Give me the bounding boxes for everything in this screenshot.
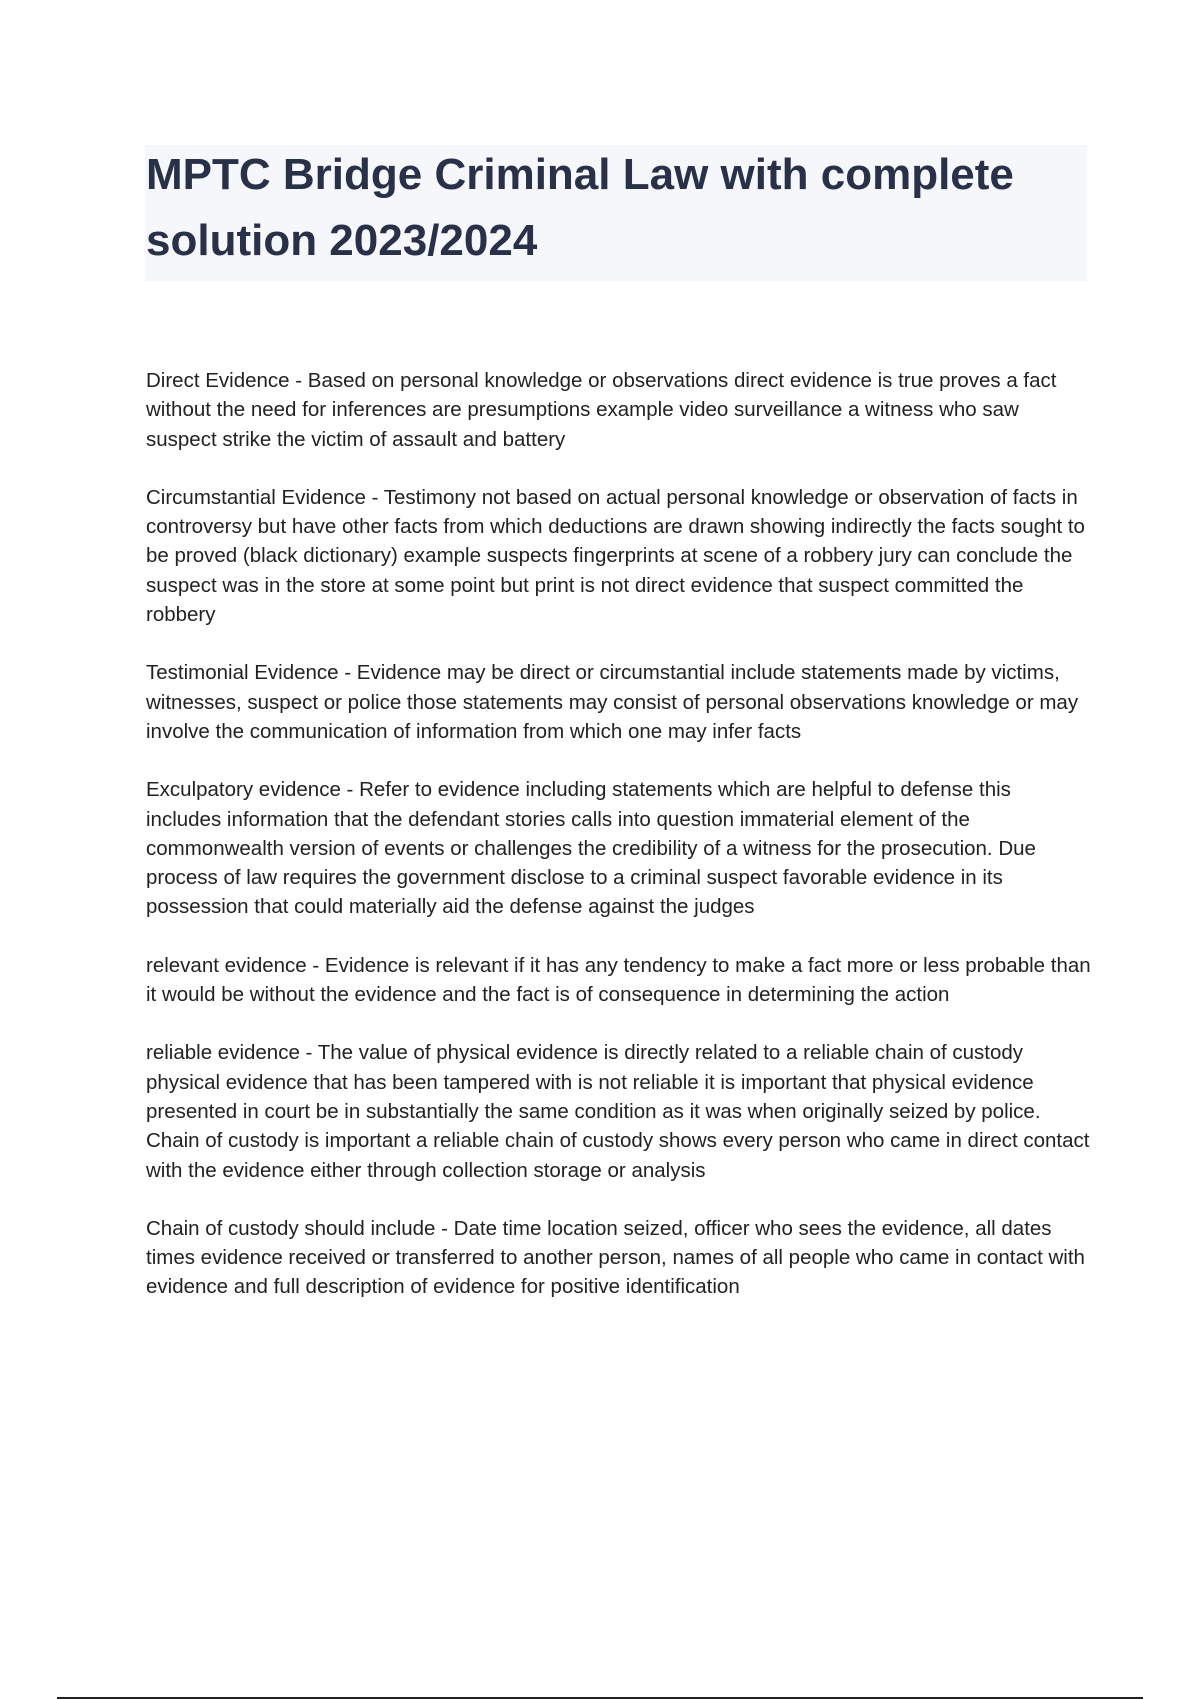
document-title: MPTC Bridge Criminal Law with complete solution 2023/2024 <box>146 150 1014 265</box>
entry-chain-of-custody: Chain of custody should include - Date time location seized, officer who sees the evidence, all dates times evidence received or transferred to another person, names of all people who came in contact with evidence and full description of evidence for positive identification <box>146 1216 1085 1299</box>
footer-divider <box>57 1697 1143 1699</box>
entry-exculpatory-evidence: Exculpatory evidence - Refer to evidence including statements which are helpful to defense this includes information that the defendant stories calls into question immaterial element of the commonwealth version of events or challenges the credibility of a witness for the prosecution. Due process of law requires the government disclose to a criminal suspect favorable evidence in its possession that could materially aid the defense against the judges <box>146 778 1036 919</box>
entry-direct-evidence: Direct Evidence - Based on personal knowledge or observations direct evidence is true proves a fact without the need for inferences are presumptions example video surveillance a witness who saw suspect strike the victim of assault and battery <box>146 369 1057 451</box>
entry-testimonial-evidence: Testimonial Evidence - Evidence may be direct or circumstantial include statements made by victims, witnesses, suspect or police those statements may consist of personal observations knowledge or may involve the communication of information from which one may infer facts <box>146 661 1079 743</box>
entry-circumstantial-evidence: Circumstantial Evidence - Testimony not based on actual personal knowledge or observation of facts in controversy but have other facts from which deductions are drawn showing indirectly the facts sought to be proved (black dictionary) example suspects fingerprints at scene of a robbery jury can conclude the suspect was in the store at some point but print is not direct evidence that suspect committed the robbery <box>146 485 1085 627</box>
entry-reliable-evidence: reliable evidence - The value of physical evidence is directly related to a reliable chain of custody physical evidence that has been tampered with is not reliable it is important that physical evidence presented in court be in substantially the same condition as it was when originally seized by police. Chain of custody is important a reliable chain of custody shows every person who came in direct contact with the evidence either through collection storage or analysis <box>146 1041 1090 1182</box>
entry-relevant-evidence: relevant evidence - Evidence is relevant if it has any tendency to make a fact more or less probable than it would be without the evidence and the fact is of consequence in determining the action <box>146 953 1091 1007</box>
document-content <box>146 366 1091 1331</box>
